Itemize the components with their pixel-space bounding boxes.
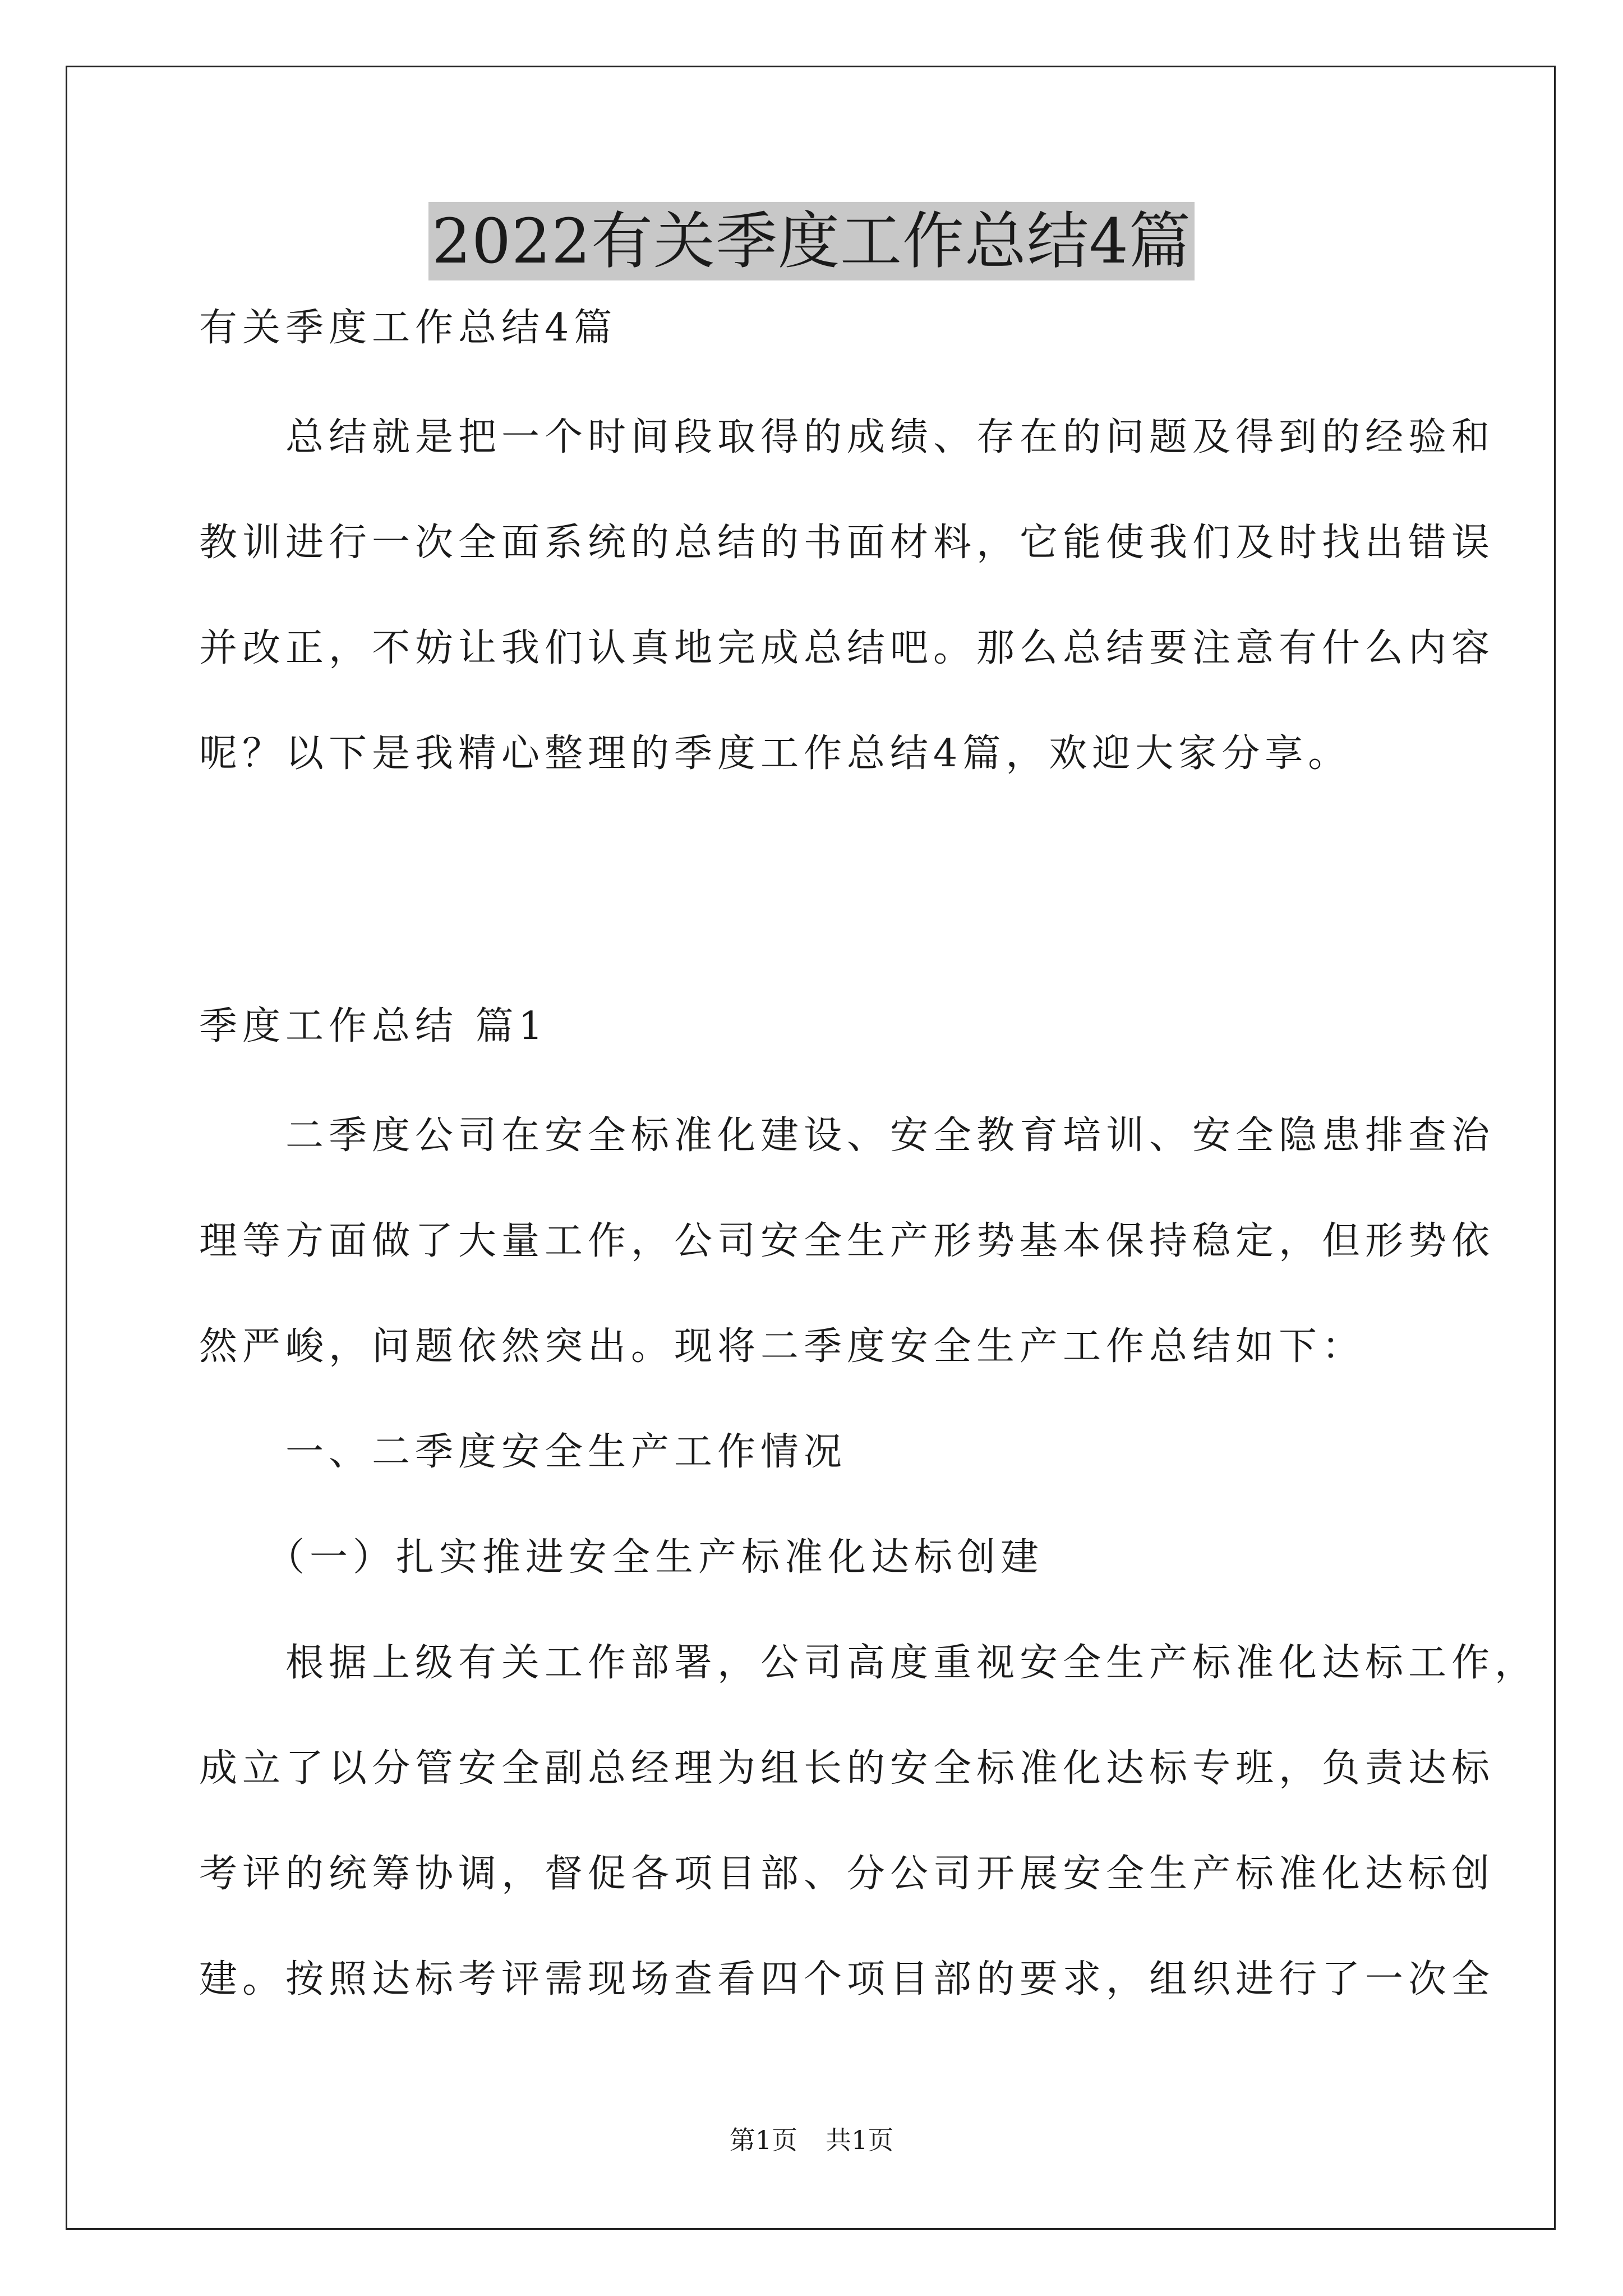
- text-line: 并改正，不妨让我们认真地完成总结吧。那么总结要注意有什么内容: [199, 626, 1495, 670]
- text-line: 根据上级有关工作部署，公司高度重视安全生产标准化达标工作，: [199, 1641, 1538, 1685]
- document-title: 2022有关季度工作总结4篇: [428, 202, 1195, 280]
- text-line: 二季度公司在安全标准化建设、安全教育培训、安全隐患排查治: [199, 1114, 1495, 1158]
- page-total: 共1页: [826, 2125, 894, 2155]
- text-line: 建。按照达标考评需现场查看四个项目部的要求，组织进行了一次全: [199, 1957, 1495, 2001]
- text-line: 有关季度工作总结4篇: [199, 306, 617, 350]
- text-line: 教训进行一次全面系统的总结的书面材料，它能使我们及时找出错误: [199, 521, 1495, 565]
- text-line: 考评的统筹协调，督促各项目部、分公司开展安全生产标准化达标创: [199, 1852, 1495, 1896]
- text-line: 季度工作总结 篇1: [199, 1004, 548, 1048]
- text-line: 呢？以下是我精心整理的季度工作总结4篇，欢迎大家分享。: [199, 731, 1352, 776]
- title-container: [0, 202, 1623, 280]
- text-line: 总结就是把一个时间段取得的成绩、存在的问题及得到的经验和: [199, 415, 1495, 459]
- text-line: 成立了以分管安全副总经理为组长的安全标准化达标专班，负责达标: [199, 1746, 1495, 1791]
- text-line: 然严峻，问题依然突出。现将二季度安全生产工作总结如下：: [199, 1324, 1366, 1369]
- text-line: （一）扎实推进安全生产标准化达标创建: [199, 1535, 1044, 1580]
- page-footer: [0, 2123, 1623, 2157]
- text-line: 理等方面做了大量工作，公司安全生产形势基本保持稳定，但形势依: [199, 1219, 1495, 1263]
- page-number: 第1页: [729, 2125, 797, 2155]
- text-line: 一、二季度安全生产工作情况: [199, 1430, 847, 1474]
